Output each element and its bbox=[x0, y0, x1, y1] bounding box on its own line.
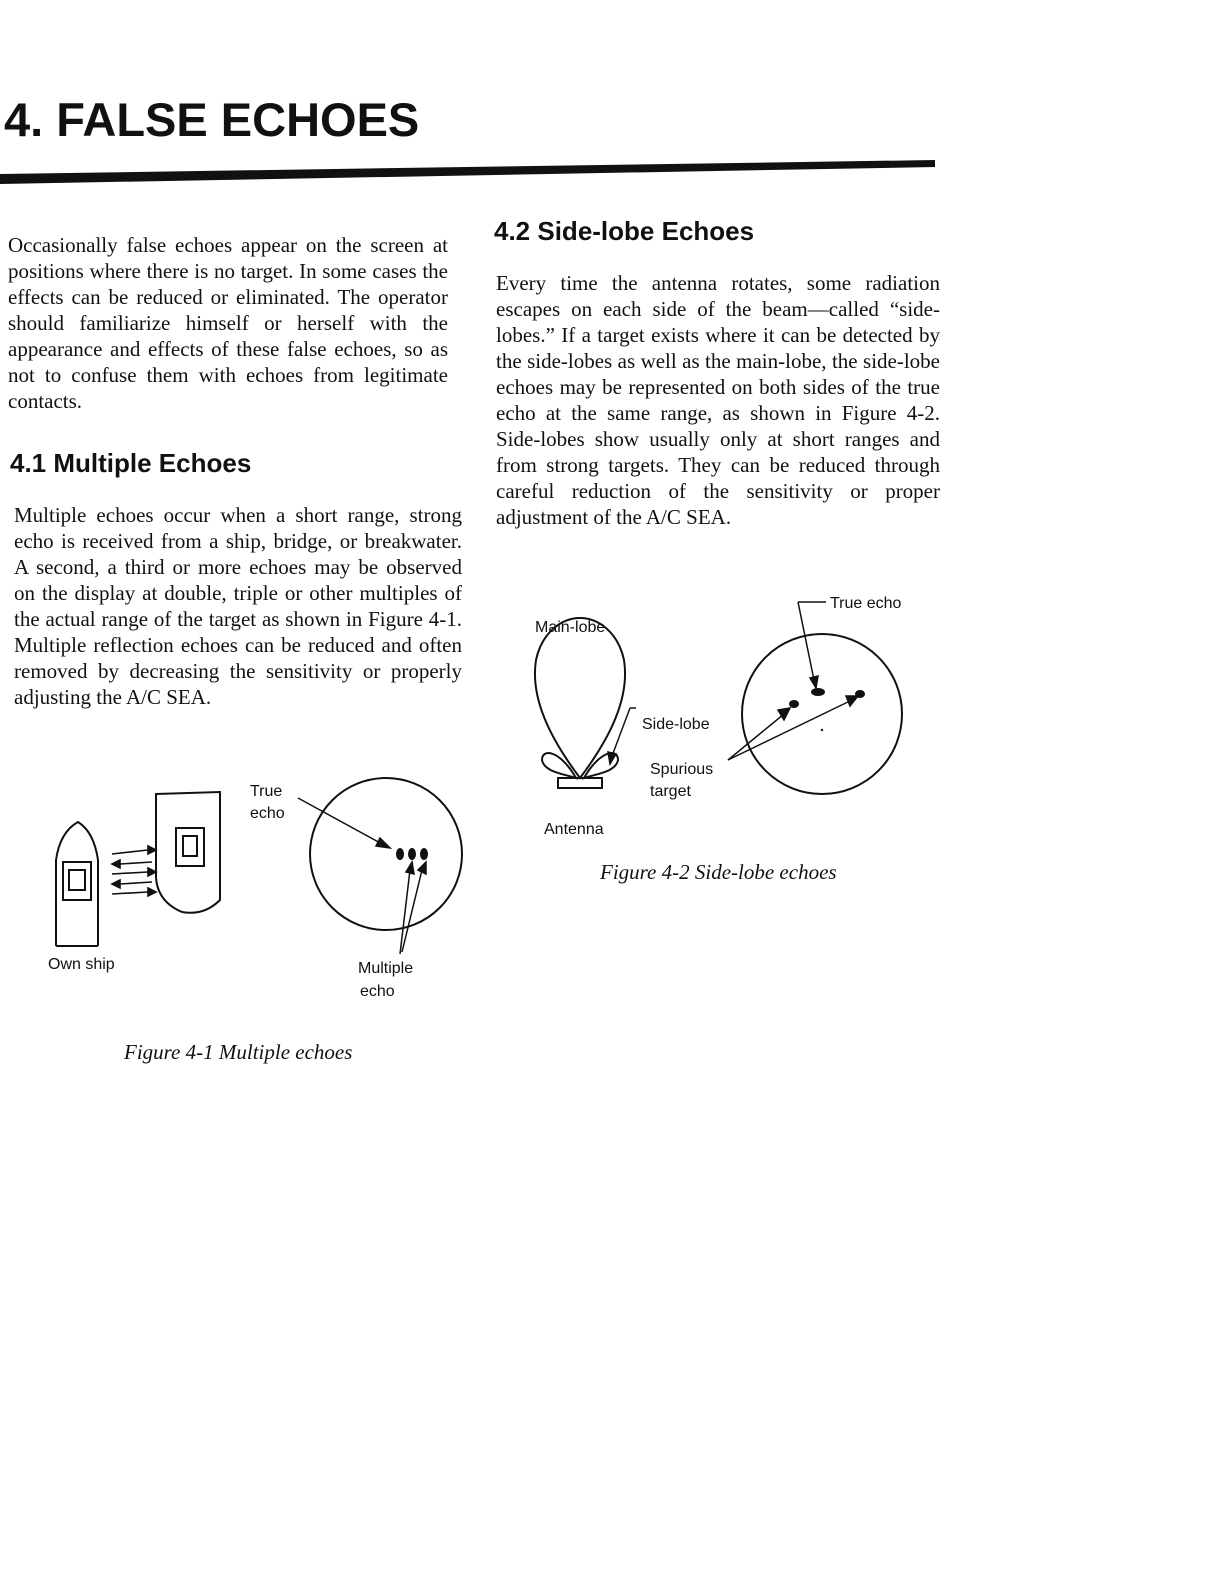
echo-dots bbox=[396, 848, 428, 860]
section-4-1-paragraph: Multiple echoes occur when a short range, strong echo is received from a ship, bridge, or breakwater. A second, a third or more echoes may be observed on the display at double, triple or other multiples of the actual range of the target as shown in Figure 4-1. Multiple reflection echoes can be reduced and often removed by decreasing the sensitivity or properly adjusting the A/C SEA. bbox=[14, 503, 462, 709]
section-4-2-paragraph: Every time the antenna rotates, some radiation escapes on each side of the beam—called “side-lobes.” If a target exists where it can be detected by the side-lobes as well as the main-lobe, the side-lobe echoes may be represented on both sides of the true echo at the same range, as shown in Figure 4-2. Side-lobes show usually only at short ranges and from strong targets. They can be reduced through careful reduction of the sensitivity or proper adjustment of the A/C SEA. bbox=[496, 271, 940, 529]
true-echo-label-line1: True bbox=[250, 783, 283, 800]
spurious-target-label-line2: target bbox=[650, 783, 691, 800]
true-echo-label-line2: echo bbox=[250, 805, 285, 822]
spurious-target-label-line1: Spurious bbox=[650, 761, 714, 778]
title-rule bbox=[0, 160, 940, 190]
side-lobe-leader bbox=[608, 708, 636, 764]
figure-4-2 bbox=[530, 588, 930, 848]
true-echo-leader bbox=[798, 602, 826, 688]
figure-4-2-caption: Figure 4-2 Side-lobe echoes bbox=[600, 860, 837, 884]
multiple-echo-label-line2: echo bbox=[360, 983, 395, 1000]
section-4-1-heading: 4.1 Multiple Echoes bbox=[10, 448, 252, 478]
multiple-echo-label-line1: Multiple bbox=[358, 960, 414, 977]
antenna-label: Antenna bbox=[544, 821, 604, 838]
main-lobe-label: Main-lobe bbox=[535, 619, 606, 636]
reflecting-ship-drawing bbox=[156, 792, 220, 913]
true-echo-label: True echo bbox=[830, 595, 902, 612]
own-ship-drawing bbox=[56, 822, 98, 946]
chapter-title: 4. FALSE ECHOES bbox=[4, 93, 420, 146]
radar-display-circle bbox=[310, 778, 462, 930]
reflection-arrows bbox=[112, 846, 156, 896]
own-ship-label: Own ship bbox=[48, 956, 115, 973]
intro-paragraph: Occasionally false echoes appear on the screen at positions where there is no target. In some cases the effects can be reduced or eliminated. The operator should familiarize himself or herself with the appearance and effects of these false echoes, so as not to confuse them with echoes from legitimate contacts. bbox=[8, 233, 448, 413]
side-lobe-label: Side-lobe bbox=[642, 716, 710, 733]
figure-4-1 bbox=[30, 770, 480, 1010]
figure-4-1-caption: Figure 4-1 Multiple echoes bbox=[124, 1040, 353, 1064]
section-4-2-heading: 4.2 Side-lobe Echoes bbox=[494, 216, 755, 246]
